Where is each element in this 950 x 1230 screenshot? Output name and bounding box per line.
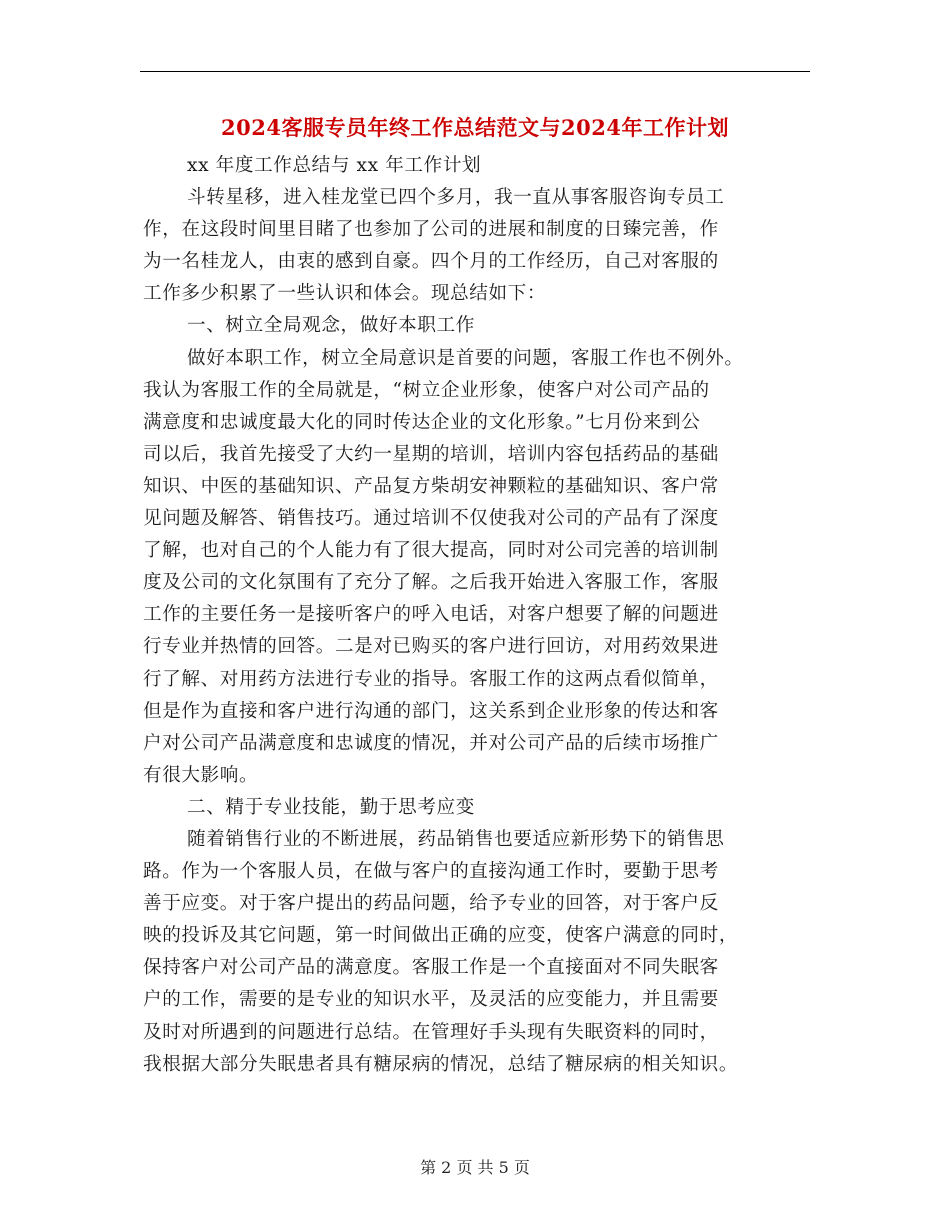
page-number: 第 2 页 共 5 页	[420, 1158, 530, 1177]
document-title: 2024客服专员年终工作总结范文与2024年工作计划	[221, 115, 729, 140]
text-line: 行专业并热情的回答。二是对已购买的客户进行回访，对用药效果进	[143, 636, 719, 658]
text-line: 路。作为一个客服人员，在做与客户的直接沟通工作时，要勤于思考	[143, 861, 719, 883]
text-line: 及时对所遇到的问题进行总结。在管理好手头现有失眠资料的同时，	[143, 1021, 719, 1043]
text-line: 善于应变。对于客户提出的药品问题，给予专业的回答，对于客户反	[143, 893, 719, 915]
paragraph-start: 随着销售行业的不断进展，药品销售也要适应新形势下的销售思	[187, 828, 725, 850]
text-line: 了解，也对自己的个人能力有了很大提高，同时对公司完善的培训制	[143, 540, 719, 562]
text-line: 行了解、对用药方法进行专业的指导。客服工作的这两点看似简单，	[143, 668, 719, 690]
text-line: 司以后，我首先接受了大约一星期的培训，培训内容包括药品的基础	[143, 443, 719, 465]
section-heading: 一、树立全局观念，做好本职工作	[187, 315, 475, 337]
text-line: 我认为客服工作的全局就是，“树立企业形象，使客户对公司产品的	[143, 379, 710, 401]
document-body	[143, 150, 815, 1081]
header-rule	[140, 71, 810, 72]
section-heading: 二、精于专业技能，勤于思考应变	[187, 796, 475, 818]
text-line: 映的投诉及其它问题，第一时间做出正确的应变，使客户满意的同时，	[143, 925, 739, 947]
paragraph-start: 斗转星移，进入桂龙堂已四个多月，我一直从事客服咨询专员工	[187, 187, 725, 209]
text-line: 工作的主要任务一是接听客户的呼入电话，对客户想要了解的问题进	[143, 604, 719, 626]
text-line: 户的工作，需要的是专业的知识水平，及灵活的应变能力，并且需要	[143, 989, 719, 1011]
text-line: 度及公司的文化氛围有了充分了解。之后我开始进入客服工作，客服	[143, 572, 719, 594]
text-line: 知识、中医的基础知识、产品复方柴胡安神颗粒的基础知识、客户常	[143, 475, 719, 497]
text-line: 作，在这段时间里目睹了也参加了公司的进展和制度的日臻完善，作	[143, 219, 719, 241]
text-line: 满意度和忠诚度最大化的同时传达企业的文化形象。”七月份来到公	[143, 411, 701, 433]
text-line: 户对公司产品满意度和忠诚度的情况，并对公司产品的后续市场推广	[143, 732, 719, 754]
text-line: 工作多少积累了一些认识和体会。现总结如下：	[143, 283, 547, 305]
text-line: 为一名桂龙人，由衷的感到自豪。四个月的工作经历，自己对客服的	[143, 251, 719, 273]
paragraph-start: 做好本职工作，树立全局意识是首要的问题，客服工作也不例外。	[187, 347, 744, 369]
text-line: 但是作为直接和客户进行沟通的部门，这关系到企业形象的传达和客	[143, 700, 719, 722]
text-line: 我根据大部分失眠患者具有糖尿病的情况，总结了糖尿病的相关知识。	[143, 1053, 739, 1075]
text-line: 见问题及解答、销售技巧。通过培训不仅使我对公司的产品有了深度	[143, 508, 719, 530]
text-line: 有很大影响。	[143, 764, 259, 786]
text-line: 保持客户对公司产品的满意度。客服工作是一个直接面对不同失眠客	[143, 957, 719, 979]
text-line: xx 年度工作总结与 xx 年工作计划	[187, 155, 482, 176]
